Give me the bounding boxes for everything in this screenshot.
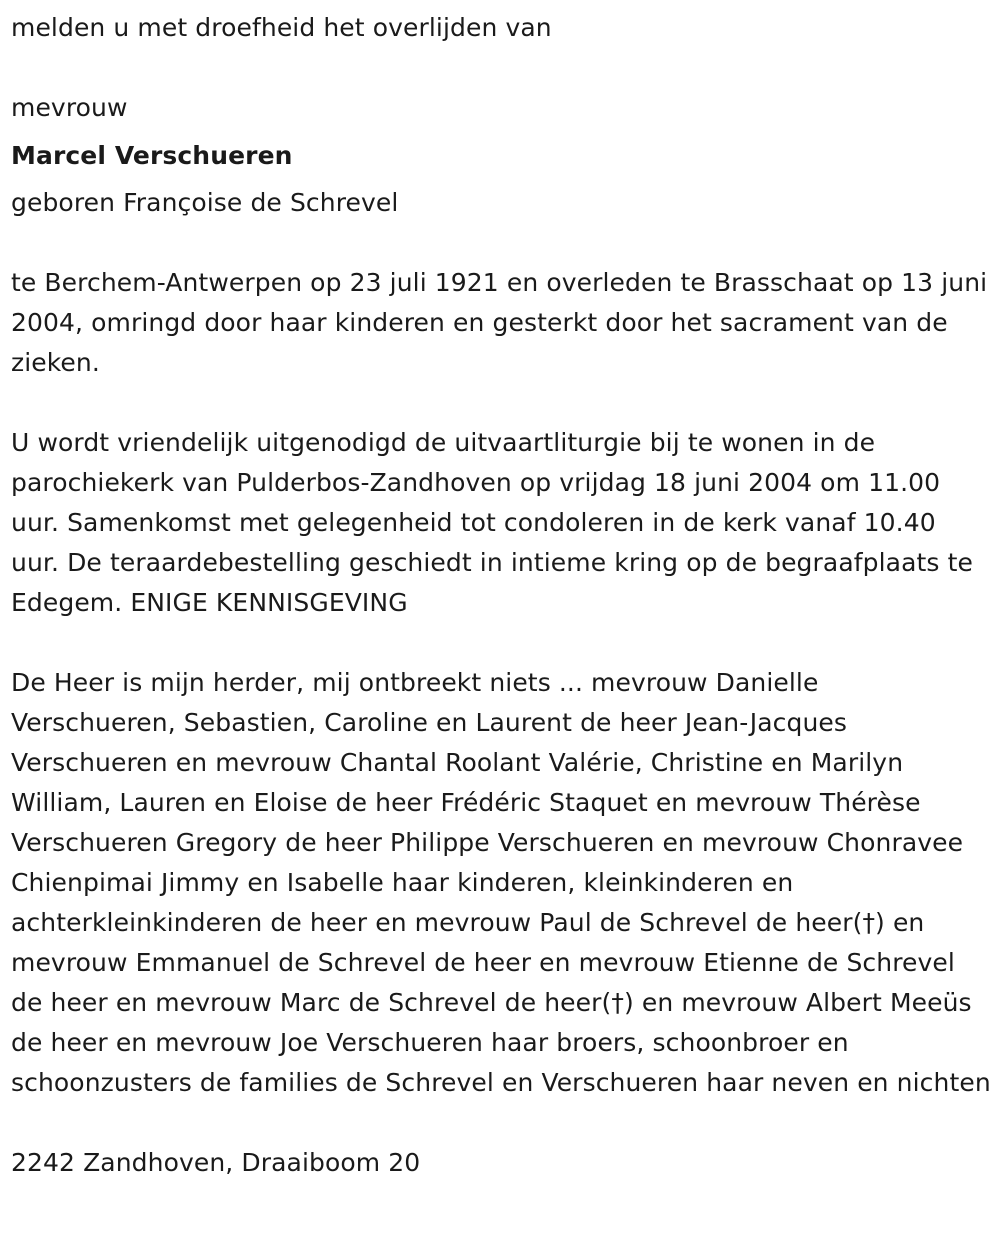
intro-text: melden u met droefheid het overlijden van <box>11 13 552 42</box>
birth-name: geboren Françoise de Schrevel <box>11 188 399 217</box>
death-notice <box>11 8 991 1183</box>
deceased-name: Marcel Verschueren <box>11 141 293 170</box>
spacer <box>11 48 991 88</box>
salutation: mevrouw <box>11 93 128 122</box>
life-details: te Berchem-Antwerpen op 23 juli 1921 en overleden te Brasschaat op 13 juni 2004, omringd door haar kinderen en gesterkt door het sacrament van de zieken. <box>11 268 988 377</box>
address: 2242 Zandhoven, Draaiboom 20 <box>11 1148 421 1177</box>
family-list: De Heer is mijn herder, mij ontbreekt niets ... mevrouw Danielle Verschueren, Sebastien, Caroline en Laurent de heer Jean-Jacques Verschueren en mevrouw Chantal Roolant Valérie, Christine en Marilyn William, Lauren en Eloise de heer Frédéric Staquet en mevrouw Thérèse Verschueren Gregory de heer Philippe Verschueren en mevrouw Chonravee Chienpimai Jimmy en Isabelle haar kinderen, kleinkinderen en achterkleinkinderen de heer en mevrouw Paul de Schrevel de heer(†) en mevrouw Emmanuel de Schrevel de heer en mevrouw Etienne de Schrevel de heer en mevrouw Marc de Schrevel de heer(†) en mevrouw Albert Meeüs de heer en mevrouw Joe Verschueren haar broers, schoonbroer en schoonzusters de families de Schrevel en Verschueren haar neven en nichten <box>11 668 991 1097</box>
spacer <box>11 223 991 263</box>
spacer <box>11 1103 991 1143</box>
spacer <box>11 383 991 423</box>
spacer <box>11 623 991 663</box>
funeral-details: U wordt vriendelijk uitgenodigd de uitvaartliturgie bij te wonen in de parochiekerk van Pulderbos-Zandhoven op vrijdag 18 juni 2004 om 11.00 uur. Samenkomst met gelegenheid tot condoleren in de kerk vanaf 10.40 uur. De teraardebestelling geschiedt in intieme kring op de begraafplaats te Edegem. ENIGE KENNISGEVING <box>11 428 973 617</box>
